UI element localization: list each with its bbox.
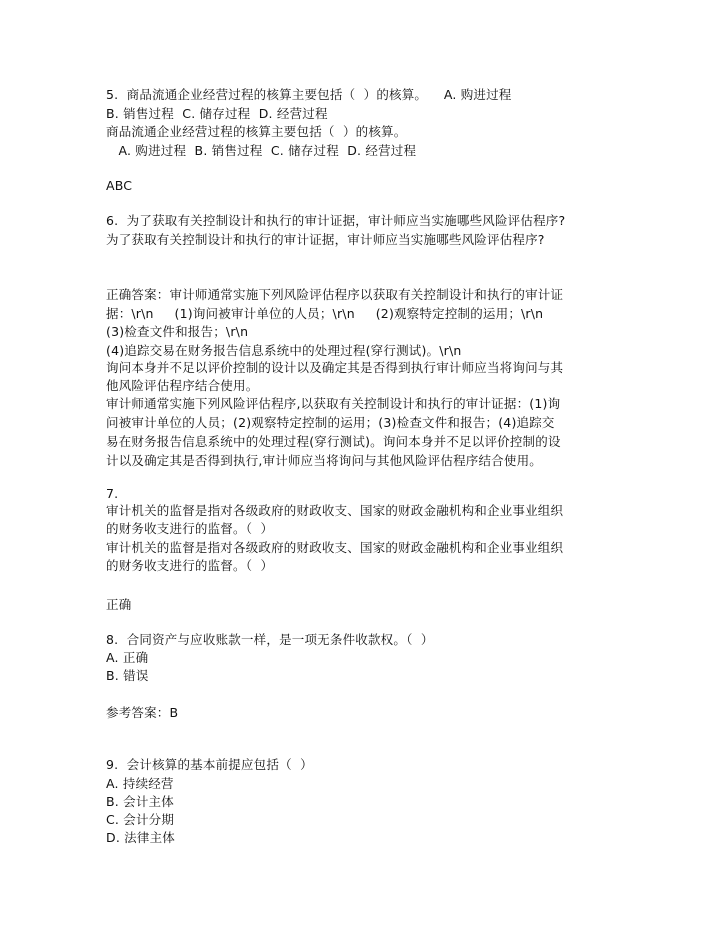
- q7-number: 7.: [106, 486, 119, 501]
- q6-answer-line: 审计师通常实施下列风险评估程序,以获取有关控制设计和执行的审计证据：(1)询: [106, 396, 561, 411]
- q6-answer-line: 问被审计单位的人员；(2)观察特定控制的运用；(3)检查文件和报告；(4)追踪交: [106, 415, 555, 430]
- q6-answer-line: 正确答案：审计师通常实施下列风险评估程序以获取有关控制设计和执行的审计证: [106, 287, 564, 302]
- q8-stem: 8. 合同资产与应收账款一样，是一项无条件收款权。（ ）: [106, 632, 434, 647]
- q6-answer-line: 易在财务报告信息系统中的处理过程(穿行测试)。询问本身并不足以评价控制的设: [106, 434, 561, 449]
- q5-stem: 5. 商品流通企业经营过程的核算主要包括（ ）的核算。 A. 购进过程: [106, 87, 512, 102]
- q8-option-b: B. 错误: [106, 668, 149, 683]
- q6-answer-line: 他风险评估程序结合使用。: [106, 378, 259, 393]
- q7-answer: 正确: [106, 597, 132, 612]
- q9-option-a: A. 持续经营: [106, 776, 174, 791]
- q9-option-b: B. 会计主体: [106, 794, 174, 809]
- q6-stem: 6. 为了获取有关控制设计和执行的审计证据，审计师应当实施哪些风险评估程序?: [106, 213, 566, 228]
- q6-answer-line: 询问本身并不足以评价控制的设计以及确定其是否得到执行审计师应当将询问与其: [106, 360, 564, 375]
- q6-answer-line: 据：\r\n (1)询问被审计单位的人员；\r\n (2)观察特定控制的运用；\r\n: [106, 306, 544, 321]
- q7-stem-line: 的财务收支进行的监督。（ ）: [106, 521, 274, 536]
- q5-repeat: 商品流通企业经营过程的核算主要包括（ ）的核算。: [106, 124, 407, 139]
- q9-option-c: C. 会计分期: [106, 812, 175, 827]
- q9-option-d: D. 法律主体: [106, 830, 175, 845]
- q7-stem-line: 审计机关的监督是指对各级政府的财政收支、国家的财政金融机构和企业事业组织: [106, 503, 564, 518]
- q5-options: B. 销售过程 C. 储存过程 D. 经营过程: [106, 106, 328, 121]
- q5-options-repeat: A. 购进过程 B. 销售过程 C. 储存过程 D. 经营过程: [106, 143, 417, 158]
- q6-answer-line: (4)追踪交易在财务报告信息系统中的处理过程(穿行测试)。\r\n: [106, 343, 462, 358]
- q7-stem-line: 审计机关的监督是指对各级政府的财政收支、国家的财政金融机构和企业事业组织: [106, 540, 564, 555]
- q6-answer-line: (3)检查文件和报告；\r\n: [106, 324, 249, 339]
- q7-stem-line: 的财务收支进行的监督。（ ）: [106, 558, 274, 573]
- q6-repeat: 为了获取有关控制设计和执行的审计证据，审计师应当实施哪些风险评估程序?: [106, 232, 545, 247]
- q6-answer-line: 计以及确定其是否得到执行,审计师应当将询问与其他风险评估程序结合使用。: [106, 453, 542, 468]
- q9-stem: 9. 会计核算的基本前提应包括（ ）: [106, 757, 313, 772]
- q5-answer: ABC: [106, 178, 133, 193]
- q8-answer: 参考答案：B: [106, 705, 179, 720]
- q8-option-a: A. 正确: [106, 650, 149, 665]
